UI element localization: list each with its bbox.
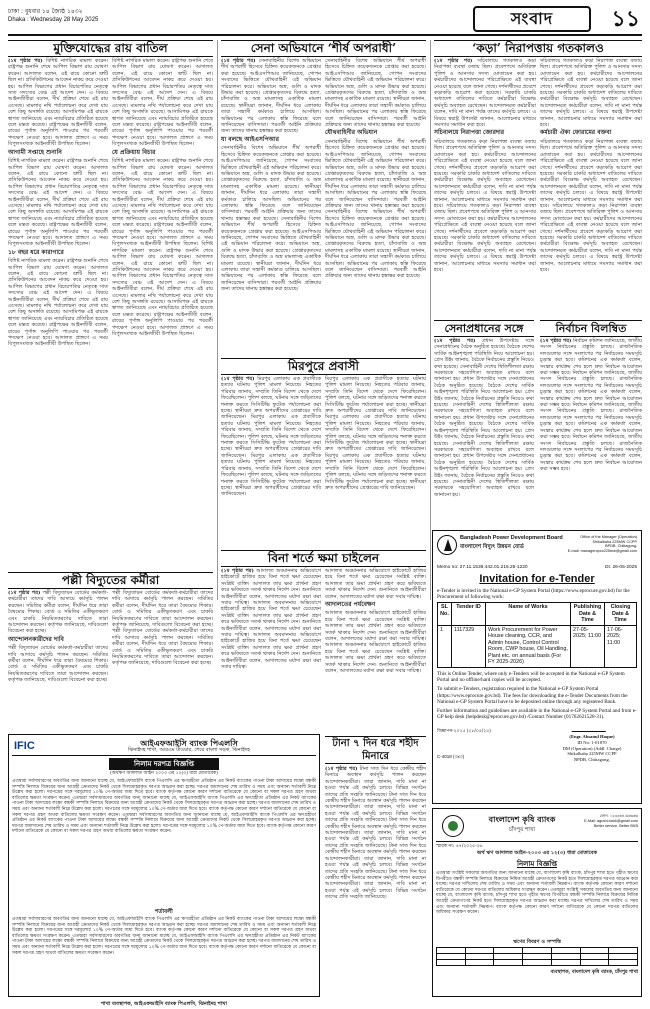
tender-table-header: SL No. [438,603,452,626]
article-text: সচিবালয়ে গতকালও কড়া নিরাপত্তা ব্যবস্থা বজায় ছিল। প্রবেশপথে অতিরিক্ত পুলিশ ও আনসার সদস্য মোতায়েন করা হয়। কর্মচারীদের আন্দোলনের পরিপ্রেক্ষিতে এই ব্যবস্থা নেওয়া হয়েছে বলে জানা গেছে। দর্শনার্থীদের প্রবেশে কড়াকড়ি আরোপ করা হয়েছে। সরকারি চাকরি অধ্যাদেশ বাতিলের দাবিতে কর্মচারীরা বিক্ষোভ কর্মসূচি অব্যাহত রেখেছেন। আন্দোলনরত কর্মচারীরা বলেন, দাবি না মানা পর্যন্ত তাদের কর্মসূচি চলবে। এ বিষয়ে স্বরাষ্ট্র উপদেষ্টা জানান, আলোচনার মাধ্যমে সমস্যার সমাধান করা হবে। [434,58,536,129]
krishi-email: E-Mail: agrani.bank@gmail.com [584,818,638,823]
article-text: টানা সাত দিন ধরে কেন্দ্রীয় শহীদ মিনারে অবস্থান কর্মসূচি পালন করছেন আন্দোলনকারীরা। তারা জানান, দাবি মানা না হওয়া পর্যন্ত এই কর্মসূচি চলবে। বিভিন্ন সংগঠন তাদের প্রতি সংহতি জানিয়েছে। [325,791,427,824]
bpdb-intro: e-Tender is invited in the National e-GP System Portal (https://www.eprocure.gov.bd) for the Procurement of following work: [437,588,630,601]
article-body [325,766,426,998]
article-dateline: (১ম পৃষ্ঠার পর) [434,58,473,64]
signatory-id: ID No: 1-01870 [577,739,607,745]
article-dateline: (১ম পৃষ্ঠার পর) [8,590,41,596]
bpdb-memo-date: Dt. 26-05-2025 [605,565,637,570]
ific-address: আরএম টাওয়ার, শেরে বাংলা সড়ক, ঝিনাইদহ [159,747,250,753]
article-text: নির্বাচন কমিশন জানিয়েছে, জাতীয় সংসদ নির্বাচনের প্রস্তুতি চলছে। রাজনৈতিক দলগুলোর সঙ্গে সংলাপের পর নির্বাচনের সময়সূচি চূড়ান্ত করা হবে। কমিশনের এক কর্মকর্তা বলেন, সংস্কার কার্যক্রম শেষ হলে দ্রুত নির্বাচন আয়োজন করা সম্ভব হবে। [540,402,643,441]
article-headline: মুক্তিযোদ্ধের রায় বাতিল [8,40,213,57]
article-text: মিরপুর এলাকায় এক প্রবাসীকে হত্যার ঘটনায় পুলিশ মামলা নিয়েছে। নিহতের পরিবার জানায়, সম্প্রতি তিনি বিদেশ থেকে দেশে ফিরেছিলেন। পুলিশ বলছে, ঘটনার সঙ্গে জড়িতদের শনাক্ত করতে সিসিটিভি ফুটেজ পর্যালোচনা করা হচ্ছে। স্থানীয়রা দ্রুত অপরাধীদের গ্রেপ্তারের দাবি জানিয়েছেন। [221,376,322,421]
article-text: সচিবালয়ে গতকালও কড়া নিরাপত্তা ব্যবস্থা বজায় ছিল। প্রবেশপথে অতিরিক্ত পুলিশ ও আনসার সদস্য মোতায়েন করা হয়। কর্মচারীদের আন্দোলনের পরিপ্রেক্ষিতে এই ব্যবস্থা নেওয়া হয়েছে বলে জানা গেছে। দর্শনার্থীদের প্রবেশে কড়াকড়ি আরোপ করা হয়েছে। সরকারি চাকরি অধ্যাদেশ বাতিলের দাবিতে কর্মচারীরা বিক্ষোভ কর্মসূচি অব্যাহত রেখেছেন। আন্দোলনরত কর্মচারীরা বলেন, দাবি না মানা পর্যন্ত তাদের কর্মসূচি চলবে। এ বিষয়ে স্বরাষ্ট্র উপদেষ্টা জানান, আলোচনার মাধ্যমে সমস্যার সমাধান করা হবে। [540,138,642,209]
article-headline: সেনাপ্রধানের সঙ্গে [434,320,534,337]
bpdb-office-email: E-mail: manageropcc225mw@gmail.com [567,548,637,553]
ific-bank-name: আইএফআইসি ব্যাংক পিএলসি [140,738,238,748]
article-text: নির্বাচন কমিশন জানিয়েছে, জাতীয় সংসদ নির্বাচনের প্রস্তুতি চলছে। রাজনৈতিক দলগুলোর সঙ্গে সংলাপের পর নির্বাচনের সময়সূচি চূড়ান্ত করা হবে। কমিশনের এক কর্মকর্তা বলেন, সংস্কার কার্যক্রম শেষ হলে দ্রুত নির্বাচন আয়োজন করা সম্ভব হবে। [540,434,643,473]
column-divider [217,40,218,600]
page-number: ১১ [611,6,640,32]
article-body [112,590,213,730]
bpdb-para: This is Online Tender, where only e-Tenders will be accepted in the National e-GP System Portal and no offline/hard copies will be accepted. [437,670,625,684]
ific-logo: IFIC [14,740,35,752]
article-subhead: আদালতের পর্যবেক্ষণ [325,601,376,609]
krishi-body-text: এতদ্বারা সংশ্লিষ্ট সকলের অবগতির জন্য জানানো যাচ্ছে যে, বাংলাদেশ কৃষি ব্যাংক, চাঁদপুর শাখা হতে গৃহীত ঋণের বিপরীতে বন্ধকী সম্পত্তি নিলামে বিক্রয়ের নিমিত্ত আগ্রহী ক্রেতাগণের নিকট হতে সিলমোহরকৃত দরপত্র আহ্বান করা যাচ্ছে। দরপত্র দাখিলের শেষ তারিখ ও সময় এবং অন্যান্য শর্তাবলী নিম্নরূপ। ব্যাংক কর্তৃপক্ষ কোনো কারণ দর্শানো ব্যতিরেকে যে কোনো দরপত্র বাতিলের অধিকার সংরক্ষণ করেন। [436,871,638,893]
table-cell: 17-06-2025; 11:00 [605,625,637,667]
article-dateline: (১ম পৃষ্ঠার পর) [540,338,572,344]
article-text: আদালত অবমাননার অভিযোগে হাইকোর্টে হাজির হয়ে বিনা শর্তে ক্ষমা চেয়েছেন সংশ্লিষ্ট ব্যক্তি। আদালত তার ক্ষমা প্রার্থনা গ্রহণ করে ভবিষ্যতে সতর্ক থাকার নির্দেশ দেন। শুনানিতে আইনজীবীরা বলেন, আদালতের মর্যাদা রক্ষা করা সবার দায়িত্ব। [325,610,426,643]
ific-body-text: এতদ্বারা সর্বসাধারণের অবগতির জন্য জানানো যাচ্ছে যে, আইএফআইসি ব্যাংক পিএলসি এর ঋণগ্রহীতা প্রতিষ্ঠান এর নিকট ব্যাংকের পাওনা টাকা আদায়ের লক্ষ্যে বন্ধকী সম্পত্তি নিলামে বিক্রয়ের জন্য আগ্রহী ক্রেতাদের নিকট থেকে সিলমোহরকৃত দরপত্র আহ্বান করা হচ্ছে। দরপত্র জমাদানের শেষ তারিখ ও সময় এবং অন্যান্য শর্তাবলী নিম্নে উল্লেখ করা হলো। দরপত্রের সঙ্গে দরমূল্যের ১০% পে-অর্ডার জমা দিতে হবে। ব্যাংক কর্তৃপক্ষ কোনো কারণ দর্শানো ব্যতিরেকে যে কোনো বা সকল দরপত্র গ্রহণ অথবা বাতিলের ক্ষমতা সংরক্ষণ করেন। [12,917,316,939]
article-dateline: (১ম পৃষ্ঠার পর) [325,766,358,772]
krishi-bank-logo-icon [442,815,464,837]
article-text: সচিবালয়ে গতকালও কড়া নিরাপত্তা ব্যবস্থা বজায় ছিল। প্রবেশপথে অতিরিক্ত পুলিশ ও আনসার সদস্য মোতায়েন করা হয়। কর্মচারীদের আন্দোলনের পরিপ্রেক্ষিতে এই ব্যবস্থা নেওয়া হয়েছে বলে জানা গেছে। দর্শনার্থীদের প্রবেশে কড়াকড়ি আরোপ করা হয়েছে। সরকারি চাকরি অধ্যাদেশ বাতিলের দাবিতে কর্মচারীরা বিক্ষোভ কর্মসূচি অব্যাহত রেখেছেন। আন্দোলনরত কর্মচারীরা বলেন, দাবি না মানা পর্যন্ত তাদের কর্মসূচি চলবে। এ বিষয়ে স্বরাষ্ট্র উপদেষ্টা জানান, আলোচনার মাধ্যমে সমস্যার সমাধান করা হবে। [540,202,642,273]
column-divider [430,40,431,600]
krishi-bank-name: বাংলাদেশ কৃষি ব্যাংক [488,814,556,824]
article-text: পল্লী বিদ্যুতায়ন বোর্ডের কর্মকর্তা-কর্মচারীরা তাদের দাবি আদায়ে কর্মসূচি পালন করছেন। সমিতির কর্মীরা বলেন, দীর্ঘদিন ধরে তারা বৈষম্যের শিকার। বোর্ড ও সমিতির একীভূতকরণ এবং চাকরি নিয়মিতকরণের দাবিতে তারা আন্দোলন করছেন। কর্তৃপক্ষ জানিয়েছে, দাবিগুলো বিবেচনা করা হচ্ছে। [8,590,109,635]
article-subhead: যৌথবাহিনীর অভিযান [325,129,378,137]
krishi-body [436,871,638,937]
article-text: টানা সাত দিন ধরে কেন্দ্রীয় শহীদ মিনারে অবস্থান কর্মসূচি পালন করছেন আন্দোলনকারীরা। তারা জানান, দাবি মানা না হওয়া পর্যন্ত এই কর্মসূচি চলবে। বিভিন্ন সংগঠন তাদের প্রতি সংহতি জানিয়েছে। [325,766,426,798]
article-text: সেনাবাহিনীর বিশেষ অভিযানে শীর্ষ অপরাধী হিসেবে চিহ্নিত কয়েকজনকে গ্রেপ্তার করা হয়েছে। আইএসপিআর জানিয়েছে, গোপন সংবাদের ভিত্তিতে যৌথবাহিনী এই অভিযান পরিচালনা করে। অভিযানে অস্ত্র, গুলি ও মাদক উদ্ধার করা হয়েছে। গ্রেপ্তারকৃতদের বিরুদ্ধে হত্যা, চাঁদাবাজি ও অস্ত্র মামলাসহ একাধিক মামলা রয়েছে। স্থানীয়রা জানান, দীর্ঘদিন ধরে এলাকায় তারা সন্ত্রাসী কর্মকাণ্ড চালিয়ে আসছিল। অভিযানের পর এলাকায় স্বস্তি ফিরেছে বলে জানিয়েছেন বাসিন্দারা। পরবর্তী আইনি প্রক্রিয়ার জন্য তাদের থানায় হস্তান্তর করা হয়েছে। [325,209,426,280]
article-text: বিশিষ্ট নাগরিক মামলা করেন। রাষ্ট্রপক্ষ শুনানি শেষে আপিল বিভাগ রায় ঘোষণা করেন। আদালত বলেন, এই রায়ে কোনো ত্রুটি ছিল না। প্রসিকিউশনের আবেদন নাকচ করে দেওয়া হয়। আপিল বিভাগের প্রধান বিচারপতির নেতৃত্বে সাত সদস্যের বেঞ্চ এই আদেশ দেন। এ বিষয়ে আইনজীবীরা বলেন, দীর্ঘ প্রক্রিয়া শেষে এই রায় এসেছে। মামলার নথি পর্যালোচনা করে দেখা যায় বেশ কিছু অসঙ্গতি রয়েছে। আসামিপক্ষ এই রায়কে স্বাগত জানিয়েছে এবং ন্যায়বিচার প্রতিষ্ঠিত হয়েছে বলে মন্তব্য করেছে। রাষ্ট্রপক্ষের আইনজীবী বলেন, রায়ের পূর্ণাঙ্গ অনুলিপি পাওয়ার পর পরবর্তী পদক্ষেপ নেওয়া হবে। আদালত প্রাঙ্গণে এ সময় বিপুলসংখ্যক আইনজীবী উপস্থিত ছিলেন। [112,241,213,338]
article-text: বিশিষ্ট নাগরিক মামলা করেন। রাষ্ট্রপক্ষ শুনানি শেষে আপিল বিভাগ রায় ঘোষণা করেন। আদালত বলেন, এই রায়ে কোনো ত্রুটি ছিল না। প্রসিকিউশনের আবেদন নাকচ করে দেওয়া হয়। আপিল বিভাগের প্রধান বিচারপতির নেতৃত্বে সাত সদস্যের বেঞ্চ এই আদেশ দেন। এ বিষয়ে আইনজীবীরা বলেন, দীর্ঘ প্রক্রিয়া শেষে এই রায় এসেছে। মামলার নথি পর্যালোচনা করে দেখা যায় বেশ কিছু অসঙ্গতি রয়েছে। আসামিপক্ষ এই রায়কে স্বাগত জানিয়েছে এবং ন্যায়বিচার প্রতিষ্ঠিত হয়েছে বলে মন্তব্য করেছে। রাষ্ট্রপক্ষের আইনজীবী বলেন, রায়ের পূর্ণাঙ্গ অনুলিপি পাওয়ার পর পরবর্তী পদক্ষেপ নেওয়া হবে। আদালত প্রাঙ্গণে এ সময় বিপুলসংখ্যক আইনজীবী উপস্থিত ছিলেন। [8,58,109,148]
article-text: পল্লী বিদ্যুতায়ন বোর্ডের কর্মকর্তা-কর্মচারীরা তাদের দাবি আদায়ে কর্মসূচি পালন করছেন। সমিতির কর্মীরা বলেন, দীর্ঘদিন ধরে তারা বৈষম্যের শিকার। বোর্ড ও সমিতির একীভূতকরণ এবং চাকরি নিয়মিতকরণের দাবিতে তারা আন্দোলন করছেন। কর্তৃপক্ষ জানিয়েছে, দাবিগুলো বিবেচনা করা হচ্ছে। [112,590,213,629]
article-text: বিশিষ্ট নাগরিক মামলা করেন। রাষ্ট্রপক্ষ শুনানি শেষে আপিল বিভাগ রায় ঘোষণা করেন। আদালত বলেন, এই রায়ে কোনো ত্রুটি ছিল না। প্রসিকিউশনের আবেদন নাকচ করে দেওয়া হয়। আপিল বিভাগের প্রধান বিচারপতির নেতৃত্বে সাত সদস্যের বেঞ্চ এই আদেশ দেন। এ বিষয়ে আইনজীবীরা বলেন, দীর্ঘ প্রক্রিয়া শেষে এই রায় এসেছে। মামলার নথি পর্যালোচনা করে দেখা যায় বেশ কিছু অসঙ্গতি রয়েছে। আসামিপক্ষ এই রায়কে স্বাগত জানিয়েছে এবং ন্যায়বিচার প্রতিষ্ঠিত হয়েছে বলে মন্তব্য করেছে। রাষ্ট্রপক্ষের আইনজীবী বলেন, রায়ের পূর্ণাঙ্গ অনুলিপি পাওয়ার পর পরবর্তী পদক্ষেপ নেওয়া হবে। আদালত প্রাঙ্গণে এ সময় বিপুলসংখ্যক আইনজীবী উপস্থিত ছিলেন। [8,158,108,248]
krishi-phone: ফোন: ০২৩৩৪৪-৬৬৬৬৬ [599,814,638,818]
article-subhead: যা বলছে আইএসপিআর [221,135,279,143]
krishi-table [436,947,638,966]
article-headline: নির্বাচন বিলম্বিত [540,320,642,337]
article-body [434,338,534,528]
bpdb-office-line: BPDB, Chittagong. [605,544,637,549]
article-subhead: আগামী সপ্তাহে শুনানি [8,148,62,156]
tender-table-header: Publishing Date & Time [571,603,605,626]
article-subhead: আন্দোলনকারীদের দাবি [8,635,64,643]
krishi-contact [576,814,638,828]
lightning-icon [444,539,452,551]
article-text: প্রধান উপদেষ্টার সঙ্গে সেনাপ্রধানের বৈঠক অনুষ্ঠিত হয়েছে। বৈঠকে দেশের সার্বিক আইনশৃঙ্খলা পরিস্থিতি নিয়ে আলোচনা হয়। প্রেস উইং জানায়, বৈঠকে নির্বাচনের প্রস্তুতি নিয়েও কথা হয়েছে। সেনাবাহিনী দেশের স্থিতিশীলতা রক্ষায় সরকারকে সহযোগিতা অব্যাহত রাখবে বলে জানানো হয়। [434,414,534,460]
bpdb-bn-note: বিজ্ঞাপন-২০২৫ (২৮/০৫/২৫) [437,729,491,735]
article-text: আদালত অবমাননার অভিযোগে হাইকোর্টে হাজির হয়ে বিনা শর্তে ক্ষমা চেয়েছেন সংশ্লিষ্ট ব্যক্তি। আদালত তার ক্ষমা প্রার্থনা গ্রহণ করে ভবিষ্যতে সতর্ক থাকার নির্দেশ দেন। শুনানিতে আইনজীবীরা বলেন, আদালতের মর্যাদা রক্ষা করা সবার দায়িত্ব। [221,600,321,639]
bpdb-logo-icon [437,535,457,555]
article-text: পল্লী বিদ্যুতায়ন বোর্ডের কর্মকর্তা-কর্মচারীরা তাদের দাবি আদায়ে কর্মসূচি পালন করছেন। সমিতির কর্মীরা বলেন, দীর্ঘদিন ধরে তারা বৈষম্যের শিকার। বোর্ড ও সমিতির একীভূতকরণ এবং চাকরি নিয়মিতকরণের দাবিতে তারা আন্দোলন করছেন। কর্তৃপক্ষ জানিয়েছে, দাবিগুলো বিবেচনা করা হচ্ছে। [8,645,108,684]
tender-table-header: Name of Works [486,603,571,626]
article-text: টানা সাত দিন ধরে কেন্দ্রীয় শহীদ মিনারে অবস্থান কর্মসূচি পালন করছেন আন্দোলনকারীরা। তারা জানান, দাবি মানা না হওয়া পর্যন্ত এই কর্মসূচি চলবে। বিভিন্ন সংগঠন তাদের প্রতি সংহতি জানিয়েছে। [325,842,427,875]
article-text: সেনাবাহিনীর বিশেষ অভিযানে শীর্ষ অপরাধী হিসেবে চিহ্নিত কয়েকজনকে গ্রেপ্তার করা হয়েছে। আইএসপিআর জানিয়েছে, গোপন সংবাদের ভিত্তিতে যৌথবাহিনী এই অভিযান পরিচালনা করে। অভিযানে অস্ত্র, গুলি ও মাদক উদ্ধার করা হয়েছে। গ্রেপ্তারকৃতদের বিরুদ্ধে হত্যা, চাঁদাবাজি ও অস্ত্র মামলাসহ একাধিক মামলা রয়েছে। স্থানীয়রা জানান, দীর্ঘদিন ধরে এলাকায় তারা সন্ত্রাসী কর্মকাণ্ড চালিয়ে আসছিল। অভিযানের পর এলাকায় স্বস্তি ফিরেছে বলে জানিয়েছেন বাসিন্দারা। পরবর্তী আইনি প্রক্রিয়ার জন্য তাদের থানায় হস্তান্তর করা হয়েছে। [221,58,321,135]
krishi-ref: স্মারক নং: ৪৭/২০২৫-২৬ [436,844,483,849]
krishi-table-title: ঋণের বিবরণ ও সম্পত্তি [513,939,561,945]
article-text: সচিবালয়ে গতকালও কড়া নিরাপত্তা ব্যবস্থা বজায় ছিল। প্রবেশপথে অতিরিক্ত পুলিশ ও আনসার সদস্য মোতায়েন করা হয়। কর্মচারীদের আন্দোলনের পরিপ্রেক্ষিতে এই ব্যবস্থা নেওয়া হয়েছে বলে জানা গেছে। দর্শনার্থীদের প্রবেশে কড়াকড়ি আরোপ করা হয়েছে। সরকারি চাকরি অধ্যাদেশ বাতিলের দাবিতে কর্মচারীরা বিক্ষোভ কর্মসূচি অব্যাহত রেখেছেন। আন্দোলনরত কর্মচারীরা বলেন, দাবি না মানা পর্যন্ত তাদের কর্মসূচি চলবে। এ বিষয়ে স্বরাষ্ট্র উপদেষ্টা জানান, আলোচনার মাধ্যমে সমস্যার সমাধান করা হবে। [434,138,536,209]
article-dateline: (১ম পৃষ্ঠার পর) [221,376,255,382]
article-text: আদালত অবমাননার অভিযোগে হাইকোর্টে হাজির হয়ে বিনা শর্তে ক্ষমা চেয়েছেন সংশ্লিষ্ট ব্যক্তি। আদালত তার ক্ষমা প্রার্থনা গ্রহণ করে ভবিষ্যতে সতর্ক থাকার নির্দেশ দেন। শুনানিতে আইনজীবীরা বলেন, আদালতের মর্যাদা রক্ষা করা সবার দায়িত্ব। [221,632,321,671]
article-body [540,58,642,316]
signatory-title: DM (Operation) (Addl. Charge) [562,745,622,751]
ific-body-text: এতদ্বারা সর্বসাধারণের অবগতির জন্য জানানো যাচ্ছে যে, আইএফআইসি ব্যাংক পিএলসি এর ঋণগ্রহীতা প্রতিষ্ঠান এর নিকট ব্যাংকের পাওনা টাকা আদায়ের লক্ষ্যে বন্ধকী সম্পত্তি নিলামে বিক্রয়ের জন্য আগ্রহী ক্রেতাদের নিকট থেকে সিলমোহরকৃত দরপত্র আহ্বান করা হচ্ছে। দরপত্র জমাদানের শেষ তারিখ ও সময় এবং অন্যান্য শর্তাবলী নিম্নে উল্লেখ করা হলো। দরপত্রের সঙ্গে দরমূল্যের ১০% পে-অর্ডার জমা দিতে হবে। ব্যাংক কর্তৃপক্ষ কোনো কারণ দর্শানো ব্যতিরেকে যে কোনো বা সকল দরপত্র গ্রহণ অথবা বাতিলের ক্ষমতা সংরক্ষণ করেন। [12,812,316,835]
ific-notice-body [12,779,316,907]
table-cell: 27-05-2025; 11:00 [571,625,605,667]
article-body [325,568,426,730]
article-body [221,58,321,354]
article-body [540,338,642,528]
tender-table-header-row [438,603,637,626]
bpdb-signatory [547,734,637,762]
article-text: আদালত অবমাননার অভিযোগে হাইকোর্টে হাজির হয়ে বিনা শর্তে ক্ষমা চেয়েছেন সংশ্লিষ্ট ব্যক্তি। আদালত তার ক্ষমা প্রার্থনা গ্রহণ করে ভবিষ্যতে সতর্ক থাকার নির্দেশ দেন। শুনানিতে আইনজীবীরা বলেন, আদালতের মর্যাদা রক্ষা করা সবার দায়িত্ব। [325,642,426,675]
article-text: মিরপুর এলাকায় এক প্রবাসীকে হত্যার ঘটনায় পুলিশ মামলা নিয়েছে। নিহতের পরিবার জানায়, সম্প্রতি তিনি বিদেশ থেকে দেশে ফিরেছিলেন। পুলিশ বলছে, ঘটনার সঙ্গে জড়িতদের শনাক্ত করতে সিসিটিভি ফুটেজ পর্যালোচনা করা হচ্ছে। স্থানীয়রা দ্রুত অপরাধীদের গ্রেপ্তারের দাবি জানিয়েছেন। [325,376,426,415]
krishi-slogan: Better service, Better BKB [593,823,638,828]
article-text: নির্বাচন কমিশন জানিয়েছে, জাতীয় সংসদ নির্বাচনের প্রস্তুতি চলছে। রাজনৈতিক দলগুলোর সঙ্গে সংলাপের পর নির্বাচনের সময়সূচি চূড়ান্ত করা হবে। কমিশনের এক কর্মকর্তা বলেন, সংস্কার কার্যক্রম শেষ হলে দ্রুত নির্বাচন আয়োজন করা সম্ভব হবে। [540,338,643,377]
article-text: সচিবালয়ে গতকালও কড়া নিরাপত্তা ব্যবস্থা বজায় ছিল। প্রবেশপথে অতিরিক্ত পুলিশ ও আনসার সদস্য মোতায়েন করা হয়। কর্মচারীদের আন্দোলনের পরিপ্রেক্ষিতে এই ব্যবস্থা নেওয়া হয়েছে বলে জানা গেছে। দর্শনার্থীদের প্রবেশে কড়াকড়ি আরোপ করা হয়েছে। সরকারি চাকরি অধ্যাদেশ বাতিলের দাবিতে কর্মচারীরা বিক্ষোভ কর্মসূচি অব্যাহত রেখেছেন। আন্দোলনরত কর্মচারীরা বলেন, দাবি না মানা পর্যন্ত তাদের কর্মসূচি চলবে। এ বিষয়ে স্বরাষ্ট্র উপদেষ্টা জানান, আলোচনার মাধ্যমে সমস্যার সমাধান করা হবে। [434,202,536,273]
bpdb-para: To submit e-Tenders, registration required in the National e-GP System Portal (https://www.eprocure.gov.bd). The fees for downloading the e-Tender Documents from the National e-GP System Portal have to be deposited online through any registered Bank. [437,686,628,705]
table-cell: 1117329 [452,625,486,667]
article-headline: সেনা অভিযানে ‘শীর্ষ অপরাধী’ [221,40,426,57]
table-row [438,625,637,667]
article-headline: বিনা শর্তে ক্ষমা চাইলেন [221,550,426,567]
article-body [112,58,213,568]
bpdb-memo-line [437,565,637,570]
bpdb-office-line: Shikalbaha 225MW CCPP [592,539,637,544]
ific-branch-name: ঝিনাইদহ শাখা [128,747,157,753]
bpdb-org-name-bn: বাংলাদেশ বিদ্যুৎ উন্নয়ন বোর্ড [460,544,524,550]
krishi-footer: ব্যবস্থাপক, বাংলাদেশ কৃষি ব্যাংক, চাঁদপুর শাখা [550,969,638,975]
article-text: বিশিষ্ট নাগরিক মামলা করেন। রাষ্ট্রপক্ষ শুনানি শেষে আপিল বিভাগ রায় ঘোষণা করেন। আদালত বলেন, এই রায়ে কোনো ত্রুটি ছিল না। প্রসিকিউশনের আবেদন নাকচ করে দেওয়া হয়। আপিল বিভাগের প্রধান বিচারপতির নেতৃত্বে সাত সদস্যের বেঞ্চ এই আদেশ দেন। এ বিষয়ে আইনজীবীরা বলেন, দীর্ঘ প্রক্রিয়া শেষে এই রায় এসেছে। মামলার নথি পর্যালোচনা করে দেখা যায় বেশ কিছু অসঙ্গতি রয়েছে। আসামিপক্ষ এই রায়কে স্বাগত জানিয়েছে এবং ন্যায়বিচার প্রতিষ্ঠিত হয়েছে বলে মন্তব্য করেছে। রাষ্ট্রপক্ষের আইনজীবী বলেন, রায়ের পূর্ণাঙ্গ অনুলিপি পাওয়ার পর পরবর্তী পদক্ষেপ নেওয়া হবে। আদালত প্রাঙ্গণে এ সময় বিপুলসংখ্যক আইনজীবী উপস্থিত ছিলেন। [8,258,108,348]
article-subhead: সচিবালয়ে নিরাপত্তা জোরদার [434,129,505,137]
signatory-title: Shikalbaha 225MW CCPP [567,751,617,757]
article-body [325,58,426,354]
article-body [8,58,108,568]
article-body [434,58,536,316]
table-row [437,960,638,966]
krishi-body-text: এতদ্বারা সংশ্লিষ্ট সকলের অবগতির জন্য জানানো যাচ্ছে যে, বাংলাদেশ কৃষি ব্যাংক, চাঁদপুর শাখা হতে গৃহীত ঋণের বিপরীতে বন্ধকী সম্পত্তি নিলামে বিক্রয়ের নিমিত্ত আগ্রহী ক্রেতাগণের নিকট হতে সিলমোহরকৃত দরপত্র আহ্বান করা যাচ্ছে। দরপত্র দাখিলের শেষ তারিখ ও সময় এবং অন্যান্য শর্তাবলী নিম্নরূপ। ব্যাংক কর্তৃপক্ষ কোনো কারণ দর্শানো ব্যতিরেকে যে কোনো দরপত্র বাতিলের অধিকার সংরক্ষণ করেন। [436,887,638,916]
ific-body-text: এতদ্বারা সর্বসাধারণের অবগতির জন্য জানানো যাচ্ছে যে, আইএফআইসি ব্যাংক পিএলসি এর ঋণগ্রহীতা প্রতিষ্ঠান এর নিকট ব্যাংকের পাওনা টাকা আদায়ের লক্ষ্যে বন্ধকী সম্পত্তি নিলামে বিক্রয়ের জন্য আগ্রহী ক্রেতাদের নিকট থেকে সিলমোহরকৃত দরপত্র আহ্বান করা হচ্ছে। দরপত্র জমাদানের শেষ তারিখ ও সময় এবং অন্যান্য শর্তাবলী নিম্নে উল্লেখ করা হলো। দরপত্রের সঙ্গে দরমূল্যের ১০% পে-অর্ডার জমা দিতে হবে। ব্যাংক কর্তৃপক্ষ কোনো কারণ দর্শানো ব্যতিরেকে যে কোনো বা সকল দরপত্র গ্রহণ অথবা বাতিলের ক্ষমতা সংরক্ষণ করেন। [12,933,316,956]
article-text: মিরপুর এলাকায় এক প্রবাসীকে হত্যার ঘটনায় পুলিশ মামলা নিয়েছে। নিহতের পরিবার জানায়, সম্প্রতি তিনি বিদেশ থেকে দেশে ফিরেছিলেন। পুলিশ বলছে, ঘটনার সঙ্গে জড়িতদের শনাক্ত করতে সিসিটিভি ফুটেজ পর্যালোচনা করা হচ্ছে। স্থানীয়রা দ্রুত অপরাধীদের গ্রেপ্তারের দাবি জানিয়েছেন। [325,414,426,453]
article-text: সচিবালয়ে গতকালও কড়া নিরাপত্তা ব্যবস্থা বজায় ছিল। প্রবেশপথে অতিরিক্ত পুলিশ ও আনসার সদস্য মোতায়েন করা হয়। কর্মচারীদের আন্দোলনের পরিপ্রেক্ষিতে এই ব্যবস্থা নেওয়া হয়েছে বলে জানা গেছে। দর্শনার্থীদের প্রবেশে কড়াকড়ি আরোপ করা হয়েছে। সরকারি চাকরি অধ্যাদেশ বাতিলের দাবিতে কর্মচারীরা বিক্ষোভ কর্মসূচি অব্যাহত রেখেছেন। আন্দোলনরত কর্মচারীরা বলেন, দাবি না মানা পর্যন্ত তাদের কর্মসূচি চলবে। এ বিষয়ে স্বরাষ্ট্র উপদেষ্টা জানান, আলোচনার মাধ্যমে সমস্যার সমাধান করা হবে। [540,58,642,129]
ific-notice-subtitle: (অর্থঋণ আদালত আইন ২০০৩ এর ১২(৩) ধারা মোতাবেক) [110,771,218,776]
krishi-title: নিলাম বিজ্ঞপ্তি [516,859,558,868]
article-text: আদালত অবমাননার অভিযোগে হাইকোর্টে হাজির হয়ে বিনা শর্তে ক্ষমা চেয়েছেন সংশ্লিষ্ট ব্যক্তি। আদালত তার ক্ষমা প্রার্থনা গ্রহণ করে ভবিষ্যতে সতর্ক থাকার নির্দেশ দেন। শুনানিতে আইনজীবীরা বলেন, আদালতের মর্যাদা রক্ষা করা সবার দায়িত্ব। [221,568,321,607]
table-cell: 1 [438,625,452,667]
article-text: বিশিষ্ট নাগরিক মামলা করেন। রাষ্ট্রপক্ষ শুনানি শেষে আপিল বিভাগ রায় ঘোষণা করেন। আদালত বলেন, এই রায়ে কোনো ত্রুটি ছিল না। প্রসিকিউশনের আবেদন নাকচ করে দেওয়া হয়। আপিল বিভাগের প্রধান বিচারপতির নেতৃত্বে সাত সদস্যের বেঞ্চ এই আদেশ দেন। এ বিষয়ে আইনজীবীরা বলেন, দীর্ঘ প্রক্রিয়া শেষে এই রায় এসেছে। মামলার নথি পর্যালোচনা করে দেখা যায় বেশ কিছু অসঙ্গতি রয়েছে। আসামিপক্ষ এই রায়কে স্বাগত জানিয়েছে এবং ন্যায়বিচার প্রতিষ্ঠিত হয়েছে বলে মন্তব্য করেছে। রাষ্ট্রপক্ষের আইনজীবী বলেন, রায়ের পূর্ণাঙ্গ অনুলিপি পাওয়ার পর পরবর্তী পদক্ষেপ নেওয়া হবে। আদালত প্রাঙ্গণে এ সময় বিপুলসংখ্যক আইনজীবী উপস্থিত ছিলেন। [112,58,213,148]
article-subhead: যে প্রক্রিয়ায় বিচার [112,148,156,156]
bpdb-signature-block [437,724,637,770]
article-dateline: (১ম পৃষ্ঠার পর) [434,338,476,344]
article-dateline: (১ম পৃষ্ঠার পর) [8,58,43,64]
article-headline: ‘কড়া’ নিরাপত্তায় গতকালও [434,40,642,57]
tender-table-header: Closing Date & Time [605,603,637,626]
article-headline: টানা ৭ দিন ধরে শহীদ মিনারে [325,736,426,764]
article-text: সেনাবাহিনীর বিশেষ অভিযানে শীর্ষ অপরাধী হিসেবে চিহ্নিত কয়েকজনকে গ্রেপ্তার করা হয়েছে। আইএসপিআর জানিয়েছে, গোপন সংবাদের ভিত্তিতে যৌথবাহিনী এই অভিযান পরিচালনা করে। অভিযানে অস্ত্র, গুলি ও মাদক উদ্ধার করা হয়েছে। গ্রেপ্তারকৃতদের বিরুদ্ধে হত্যা, চাঁদাবাজি ও অস্ত্র মামলাসহ একাধিক মামলা রয়েছে। স্থানীয়রা জানান, দীর্ঘদিন ধরে এলাকায় তারা সন্ত্রাসী কর্মকাণ্ড চালিয়ে আসছিল। অভিযানের পর এলাকায় স্বস্তি ফিরেছে বলে জানিয়েছেন বাসিন্দারা। পরবর্তী আইনি প্রক্রিয়ার জন্য তাদের থানায় হস্তান্তর করা হয়েছে। [221,215,322,293]
article-headline: পল্লী বিদ্যুতের কর্মীরা [8,572,213,589]
krishi-bank-auction-ad [432,808,642,997]
article-text: প্রধান উপদেষ্টার সঙ্গে সেনাপ্রধানের বৈঠক অনুষ্ঠিত হয়েছে। বৈঠকে দেশের সার্বিক আইনশৃঙ্খলা পরিস্থিতি নিয়ে আলোচনা হয়। প্রেস উইং জানায়, বৈঠকে নির্বাচনের প্রস্তুতি নিয়েও কথা হয়েছে। সেনাবাহিনী দেশের স্থিতিশীলতা রক্ষায় সরকারকে সহযোগিতা অব্যাহত রাখবে বলে জানানো হয়। [434,453,534,498]
page-header [8,6,642,36]
ific-body-text: এতদ্বারা সর্বসাধারণের অবগতির জন্য জানানো যাচ্ছে যে, আইএফআইসি ব্যাংক পিএলসি এর ঋণগ্রহীতা প্রতিষ্ঠান এর নিকট ব্যাংকের পাওনা টাকা আদায়ের লক্ষ্যে বন্ধকী সম্পত্তি নিলামে বিক্রয়ের জন্য আগ্রহী ক্রেতাদের নিকট থেকে সিলমোহরকৃত দরপত্র আহ্বান করা হচ্ছে। দরপত্র জমাদানের শেষ তারিখ ও সময় এবং অন্যান্য শর্তাবলী নিম্নে উল্লেখ করা হলো। দরপত্রের সঙ্গে দরমূল্যের ১০% পে-অর্ডার জমা দিতে হবে। ব্যাংক কর্তৃপক্ষ কোনো কারণ দর্শানো ব্যতিরেকে যে কোনো বা সকল দরপত্র গ্রহণ অথবা বাতিলের ক্ষমতা সংরক্ষণ করেন। [12,779,316,801]
signatory-title: BPDB, Chittagong. [574,756,610,762]
bpdb-memo-number: Memo no: 27.11.1539.442.01.216.25-1220 [437,565,528,570]
article-text: মিরপুর এলাকায় এক প্রবাসীকে হত্যার ঘটনায় পুলিশ মামলা নিয়েছে। নিহতের পরিবার জানায়, সম্প্রতি তিনি বিদেশ থেকে দেশে ফিরেছিলেন। পুলিশ বলছে, ঘটনার সঙ্গে জড়িতদের শনাক্ত করতে সিসিটিভি ফুটেজ পর্যালোচনা করা হচ্ছে। স্থানীয়রা দ্রুত অপরাধীদের গ্রেপ্তারের দাবি জানিয়েছেন। [221,452,322,498]
article-subhead: ১৮ বছর ধরে কারাগারে [8,248,64,256]
bpdb-office-line: Office of the Manager (Operation) [580,535,637,539]
article-text: নির্বাচন কমিশন জানিয়েছে, জাতীয় সংসদ নির্বাচনের প্রস্তুতি চলছে। রাজনৈতিক দলগুলোর সঙ্গে সংলাপের পর নির্বাচনের সময়সূচি চূড়ান্ত করা হবে। কমিশনের এক কর্মকর্তা বলেন, সংস্কার কার্যক্রম শেষ হলে দ্রুত নির্বাচন আয়োজন করা সম্ভব হবে। [540,370,643,409]
article-text: আদালত অবমাননার অভিযোগে হাইকোর্টে হাজির হয়ে বিনা শর্তে ক্ষমা চেয়েছেন সংশ্লিষ্ট ব্যক্তি। আদালত তার ক্ষমা প্রার্থনা গ্রহণ করে ভবিষ্যতে সতর্ক থাকার নির্দেশ দেন। শুনানিতে আইনজীবীরা বলেন, আদালতের মর্যাদা রক্ষা করা সবার দায়িত্ব। [325,568,426,600]
tender-table-header: Tender ID [452,603,486,626]
ific-notice-title: নিলাম দরপত্র বিজ্ঞপ্তি [109,758,219,770]
signature-mark [572,724,609,732]
ific-footer: শাখা ব্যবস্থাপক, আইএফআইসি ব্যাংক পিএলসি, ঝিনাইদহ শাখা [101,1001,227,1007]
article-text: প্রধান উপদেষ্টার সঙ্গে সেনাপ্রধানের বৈঠক অনুষ্ঠিত হয়েছে। বৈঠকে দেশের সার্বিক আইনশৃঙ্খলা পরিস্থিতি নিয়ে আলোচনা হয়। প্রেস উইং জানায়, বৈঠকে নির্বাচনের প্রস্তুতি নিয়েও কথা হয়েছে। সেনাবাহিনী দেশের স্থিতিশীলতা রক্ষায় সরকারকে সহযোগিতা অব্যাহত রাখবে বলে জানানো হয়। [434,376,534,421]
article-text: মিরপুর এলাকায় এক প্রবাসীকে হত্যার ঘটনায় পুলিশ মামলা নিয়েছে। নিহতের পরিবার জানায়, সম্প্রতি তিনি বিদেশ থেকে দেশে ফিরেছিলেন। পুলিশ বলছে, ঘটনার সঙ্গে জড়িতদের শনাক্ত করতে সিসিটিভি ফুটেজ পর্যালোচনা করা হচ্ছে। স্থানীয়রা দ্রুত অপরাধীদের গ্রেপ্তারের দাবি জানিয়েছেন। [221,414,322,459]
bpdb-tender-ad [432,530,642,804]
krishi-subtitle: অর্থ ঋণ আদালত আইন-২০০৩ এর ১২(৩) ধারা মোতাবেক [476,850,598,856]
article-body [325,376,426,546]
issue-date-en: Dhaka : Wednesday 28 May 2025 [8,17,99,23]
leaf-icon [448,821,458,831]
bpdb-org-name: Bangladesh Power Development Board [460,535,563,541]
signatory-name: (Engr. Ahsanul Haque) [569,734,615,740]
bpdb-para: Further information and guidelines are available in the National e-GP System Portal and from e-GP help desk (helpdesk@eprocure.gov.bd) /Contact Number (01762621528-31). [437,707,637,721]
article-text: সেনাবাহিনীর বিশেষ অভিযানে শীর্ষ অপরাধী হিসেবে চিহ্নিত কয়েকজনকে গ্রেপ্তার করা হয়েছে। আইএসপিআর জানিয়েছে, গোপন সংবাদের ভিত্তিতে যৌথবাহিনী এই অভিযান পরিচালনা করে। অভিযানে অস্ত্র, গুলি ও মাদক উদ্ধার করা হয়েছে। গ্রেপ্তারকৃতদের বিরুদ্ধে হত্যা, চাঁদাবাজি ও অস্ত্র মামলাসহ একাধিক মামলা রয়েছে। স্থানীয়রা জানান, দীর্ঘদিন ধরে এলাকায় তারা সন্ত্রাসী কর্মকাণ্ড চালিয়ে আসছিল। অভিযানের পর এলাকায় স্বস্তি ফিরেছে বলে জানিয়েছেন বাসিন্দারা। পরবর্তী আইনি প্রক্রিয়ার জন্য তাদের থানায় হস্তান্তর করা হয়েছে। [221,145,321,222]
ific-conditions-body [12,917,316,999]
article-text: টানা সাত দিন ধরে কেন্দ্রীয় শহীদ মিনারে অবস্থান কর্মসূচি পালন করছেন আন্দোলনকারীরা। তারা জানান, দাবি মানা না হওয়া পর্যন্ত এই কর্মসূচি চলবে। বিভিন্ন সংগঠন তাদের প্রতি সংহতি জানিয়েছে। [325,817,427,849]
issue-date [8,8,98,24]
ific-auction-ad [8,734,320,1007]
krishi-branch: চাঁদপুর শাখা [508,827,535,833]
ific-body-text: এতদ্বারা সর্বসাধারণের অবগতির জন্য জানানো যাচ্ছে যে, আইএফআইসি ব্যাংক পিএলসি এর ঋণগ্রহীতা প্রতিষ্ঠান এর নিকট ব্যাংকের পাওনা টাকা আদায়ের লক্ষ্যে বন্ধকী সম্পত্তি নিলামে বিক্রয়ের জন্য আগ্রহী ক্রেতাদের নিকট থেকে সিলমোহরকৃত দরপত্র আহ্বান করা হচ্ছে। দরপত্র জমাদানের শেষ তারিখ ও সময় এবং অন্যান্য শর্তাবলী নিম্নে উল্লেখ করা হলো। দরপত্রের সঙ্গে দরমূল্যের ১০% পে-অর্ডার জমা দিতে হবে। ব্যাংক কর্তৃপক্ষ কোনো কারণ দর্শানো ব্যতিরেকে যে কোনো বা সকল দরপত্র গ্রহণ অথবা বাতিলের ক্ষমতা সংরক্ষণ করেন। [12,795,316,818]
ific-branch: ঝিনাইদহ শাখা, আরএম টাওয়ার, শেরে বাংলা সড়ক, ঝিনাইদহ [128,747,250,753]
article-text: প্রধান উপদেষ্টার সঙ্গে সেনাপ্রধানের বৈঠক অনুষ্ঠিত হয়েছে। বৈঠকে দেশের সার্বিক আইনশৃঙ্খলা পরিস্থিতি নিয়ে আলোচনা হয়। প্রেস উইং জানায়, বৈঠকে নির্বাচনের প্রস্তুতি নিয়েও কথা হয়েছে। সেনাবাহিনী দেশের স্থিতিশীলতা রক্ষায় সরকারকে সহযোগিতা অব্যাহত রাখবে বলে জানানো হয়। [434,338,535,383]
article-dateline: (১ম পৃষ্ঠার পর) [221,568,254,574]
newspaper-masthead: সংবাদ [473,6,591,32]
article-subhead: কর্মচারী ঐক্য ফোরামের বক্তব্য [540,129,612,137]
issue-date-bn: ঢাকা : বুধবার ১৪ জ্যৈষ্ঠ ১৪৩২ [8,8,83,15]
article-text: বিশিষ্ট নাগরিক মামলা করেন। রাষ্ট্রপক্ষ শুনানি শেষে আপিল বিভাগ রায় ঘোষণা করেন। আদালত বলেন, এই রায়ে কোনো ত্রুটি ছিল না। প্রসিকিউশনের আবেদন নাকচ করে দেওয়া হয়। আপিল বিভাগের প্রধান বিচারপতির নেতৃত্বে সাত সদস্যের বেঞ্চ এই আদেশ দেন। এ বিষয়ে আইনজীবীরা বলেন, দীর্ঘ প্রক্রিয়া শেষে এই রায় এসেছে। মামলার নথি পর্যালোচনা করে দেখা যায় বেশ কিছু অসঙ্গতি রয়েছে। আসামিপক্ষ এই রায়কে স্বাগত জানিয়েছে এবং ন্যায়বিচার প্রতিষ্ঠিত হয়েছে বলে মন্তব্য করেছে। রাষ্ট্রপক্ষের আইনজীবী বলেন, রায়ের পূর্ণাঙ্গ অনুলিপি পাওয়ার পর পরবর্তী পদক্ষেপ নেওয়া হবে। আদালত প্রাঙ্গণে এ সময় বিপুলসংখ্যক আইনজীবী উপস্থিত ছিলেন। [112,158,213,248]
article-text: সেনাবাহিনীর বিশেষ অভিযানে শীর্ষ অপরাধী হিসেবে চিহ্নিত কয়েকজনকে গ্রেপ্তার করা হয়েছে। আইএসপিআর জানিয়েছে, গোপন সংবাদের ভিত্তিতে যৌথবাহিনী এই অভিযান পরিচালনা করে। অভিযানে অস্ত্র, গুলি ও মাদক উদ্ধার করা হয়েছে। গ্রেপ্তারকৃতদের বিরুদ্ধে হত্যা, চাঁদাবাজি ও অস্ত্র মামলাসহ একাধিক মামলা রয়েছে। স্থানীয়রা জানান, দীর্ঘদিন ধরে এলাকায় তারা সন্ত্রাসী কর্মকাণ্ড চালিয়ে আসছিল। অভিযানের পর এলাকায় স্বস্তি ফিরেছে বলে জানিয়েছেন বাসিন্দারা। পরবর্তী আইনি প্রক্রিয়ার জন্য তাদের থানায় হস্তান্তর করা হয়েছে। [325,138,426,209]
bpdb-tender-table [437,602,637,668]
article-dateline: (১ম পৃষ্ঠার পর) [221,58,256,64]
bpdb-ref-code: C-4018 (৩x৩) [437,754,465,760]
article-body [8,590,108,730]
table-cell: Work Procurement for Power House cleaning, CCR, and Admin house, Control Control Room, CWP house, Oil Handling, Plant etc. on annual basis (For FY 2025-2026) [486,625,571,667]
article-text: সেনাবাহিনীর বিশেষ অভিযানে শীর্ষ অপরাধী হিসেবে চিহ্নিত কয়েকজনকে গ্রেপ্তার করা হয়েছে। আইএসপিআর জানিয়েছে, গোপন সংবাদের ভিত্তিতে যৌথবাহিনী এই অভিযান পরিচালনা করে। অভিযানে অস্ত্র, গুলি ও মাদক উদ্ধার করা হয়েছে। গ্রেপ্তারকৃতদের বিরুদ্ধে হত্যা, চাঁদাবাজি ও অস্ত্র মামলাসহ একাধিক মামলা রয়েছে। স্থানীয়রা জানান, দীর্ঘদিন ধরে এলাকায় তারা সন্ত্রাসী কর্মকাণ্ড চালিয়ে আসছিল। অভিযানের পর এলাকায় স্বস্তি ফিরেছে বলে জানিয়েছেন বাসিন্দারা। পরবর্তী আইনি প্রক্রিয়ার জন্য তাদের থানায় হস্তান্তর করা হয়েছে। [325,58,426,129]
bpdb-tender-title: Invitation for e-Tender [479,573,595,585]
bpdb-office-block [565,535,637,553]
ific-conditions-title: শর্তাবলী [155,909,173,915]
krishi-bank-heading [472,814,572,835]
article-body [221,376,321,546]
article-text: টানা সাত দিন ধরে কেন্দ্রীয় শহীদ মিনারে অবস্থান কর্মসূচি পালন করছেন আন্দোলনকারীরা। তারা জানান, দাবি মানা না হওয়া পর্যন্ত এই কর্মসূচি চলবে। বিভিন্ন সংগঠন তাদের প্রতি সংহতি জানিয়েছে। [325,868,427,901]
article-headline: মিরপুরে প্রবাসী [221,358,426,375]
article-text: পল্লী বিদ্যুতায়ন বোর্ডের কর্মকর্তা-কর্মচারীরা তাদের দাবি আদায়ে কর্মসূচি পালন করছেন। সমিতির কর্মীরা বলেন, দীর্ঘদিন ধরে তারা বৈষম্যের শিকার। বোর্ড ও সমিতির একীভূতকরণ এবং চাকরি নিয়মিতকরণের দাবিতে তারা আন্দোলন করছেন। কর্তৃপক্ষ জানিয়েছে, দাবিগুলো বিবেচনা করা হচ্ছে। [112,628,213,667]
article-text: মিরপুর এলাকায় এক প্রবাসীকে হত্যার ঘটনায় পুলিশ মামলা নিয়েছে। নিহতের পরিবার জানায়, সম্প্রতি তিনি বিদেশ থেকে দেশে ফিরেছিলেন। পুলিশ বলছে, ঘটনার সঙ্গে জড়িতদের শনাক্ত করতে সিসিটিভি ফুটেজ পর্যালোচনা করা হচ্ছে। স্থানীয়রা দ্রুত অপরাধীদের গ্রেপ্তারের দাবি জানিয়েছেন। [325,452,426,491]
article-body [221,568,321,730]
